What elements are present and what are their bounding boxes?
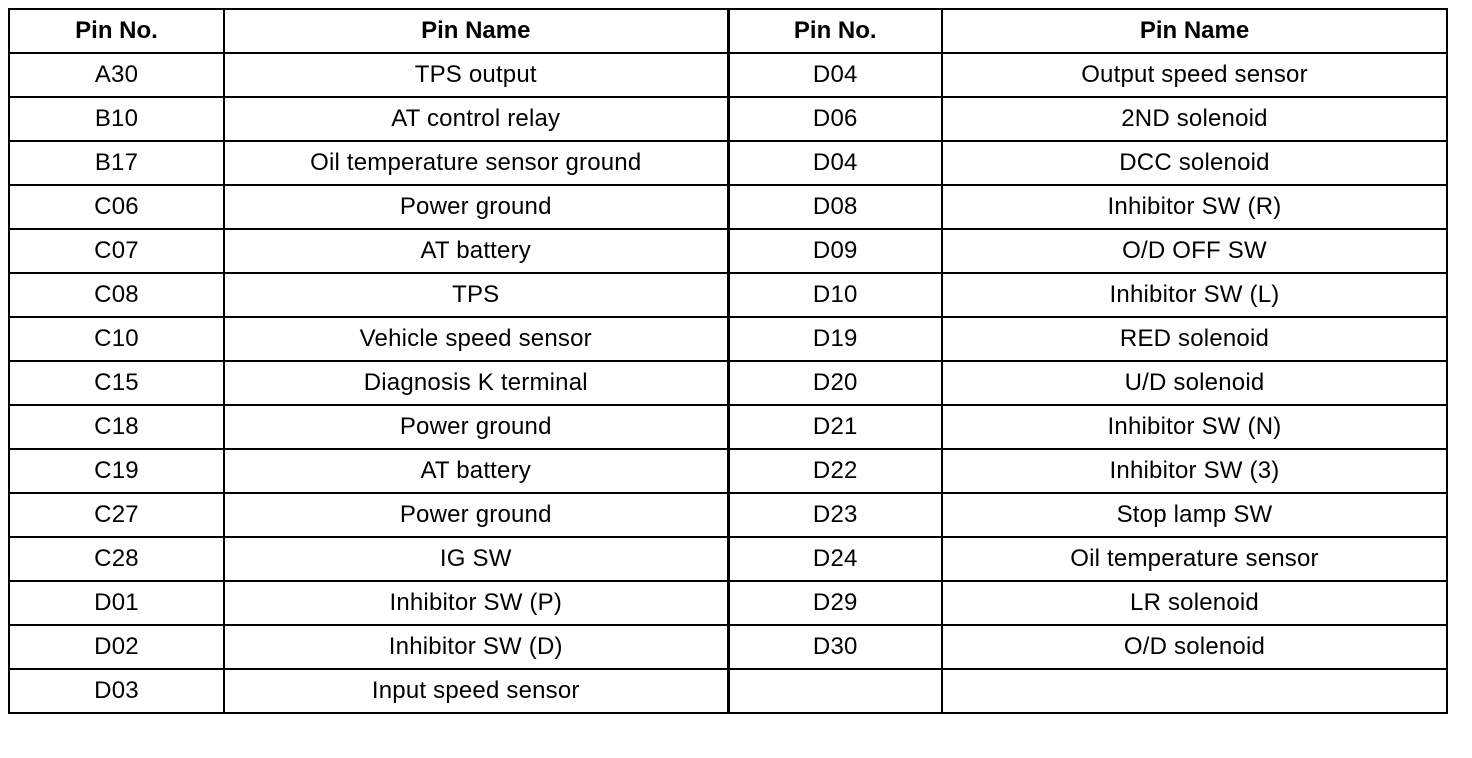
table-row [9, 449, 1447, 493]
pin-name-cell [942, 669, 1447, 713]
pin-no-cell: D04 [728, 53, 942, 97]
pin-name-cell: Stop lamp SW [942, 493, 1447, 537]
table-row [9, 53, 1447, 97]
column-header-pin-no: Pin No. [728, 9, 942, 53]
pin-no-cell: D03 [9, 669, 224, 713]
pin-no-cell: C27 [9, 493, 224, 537]
pin-no-cell: C19 [9, 449, 224, 493]
pin-no-cell: D22 [728, 449, 942, 493]
pin-name-cell: O/D OFF SW [942, 229, 1447, 273]
pin-name-cell: RED solenoid [942, 317, 1447, 361]
pin-table [8, 8, 1448, 714]
table-row [9, 537, 1447, 581]
pin-no-cell: D30 [728, 625, 942, 669]
pin-no-cell: C08 [9, 273, 224, 317]
column-header-pin-name: Pin Name [942, 9, 1447, 53]
pin-no-cell: C15 [9, 361, 224, 405]
table-body [9, 53, 1447, 713]
pin-name-cell: Inhibitor SW (L) [942, 273, 1447, 317]
pin-name-cell: Diagnosis K terminal [224, 361, 728, 405]
table-row [9, 317, 1447, 361]
pin-no-cell: D29 [728, 581, 942, 625]
pin-name-cell: O/D solenoid [942, 625, 1447, 669]
table-row [9, 405, 1447, 449]
pin-no-cell: C07 [9, 229, 224, 273]
pin-name-cell: AT battery [224, 229, 728, 273]
pin-no-cell: D08 [728, 185, 942, 229]
pin-name-cell: Inhibitor SW (P) [224, 581, 728, 625]
table-header-row [9, 9, 1447, 53]
table-row [9, 273, 1447, 317]
column-header-pin-no: Pin No. [9, 9, 224, 53]
pin-name-cell: Power ground [224, 185, 728, 229]
pin-name-cell: Inhibitor SW (3) [942, 449, 1447, 493]
table-row [9, 581, 1447, 625]
pin-name-cell: Vehicle speed sensor [224, 317, 728, 361]
pin-name-cell: TPS [224, 273, 728, 317]
pin-no-cell: D21 [728, 405, 942, 449]
pin-name-cell: Oil temperature sensor [942, 537, 1447, 581]
pin-no-cell: D20 [728, 361, 942, 405]
pin-no-cell: B10 [9, 97, 224, 141]
column-header-pin-name: Pin Name [224, 9, 728, 53]
table-row [9, 669, 1447, 713]
pin-name-cell: Power ground [224, 405, 728, 449]
pin-no-cell: C18 [9, 405, 224, 449]
pin-name-cell: LR solenoid [942, 581, 1447, 625]
pin-name-cell: DCC solenoid [942, 141, 1447, 185]
pin-name-cell: AT control relay [224, 97, 728, 141]
pin-name-cell: Inhibitor SW (D) [224, 625, 728, 669]
table-row [9, 625, 1447, 669]
table-row [9, 185, 1447, 229]
pin-no-cell [728, 669, 942, 713]
pin-name-cell: Inhibitor SW (R) [942, 185, 1447, 229]
pin-no-cell: C28 [9, 537, 224, 581]
pin-name-cell: U/D solenoid [942, 361, 1447, 405]
pin-no-cell: D19 [728, 317, 942, 361]
pin-no-cell: D24 [728, 537, 942, 581]
pin-name-cell: AT battery [224, 449, 728, 493]
pin-no-cell: B17 [9, 141, 224, 185]
pin-no-cell: C10 [9, 317, 224, 361]
pin-name-cell: IG SW [224, 537, 728, 581]
pin-no-cell: C06 [9, 185, 224, 229]
pin-no-cell: D10 [728, 273, 942, 317]
pin-name-cell: 2ND solenoid [942, 97, 1447, 141]
pin-name-cell: TPS output [224, 53, 728, 97]
pin-name-cell: Oil temperature sensor ground [224, 141, 728, 185]
table-row [9, 229, 1447, 273]
pin-name-cell: Power ground [224, 493, 728, 537]
pin-no-cell: D04 [728, 141, 942, 185]
pin-name-cell: Input speed sensor [224, 669, 728, 713]
pin-name-cell: Inhibitor SW (N) [942, 405, 1447, 449]
pin-no-cell: D23 [728, 493, 942, 537]
pin-no-cell: D06 [728, 97, 942, 141]
table-row [9, 97, 1447, 141]
table-row [9, 141, 1447, 185]
pin-no-cell: A30 [9, 53, 224, 97]
pin-name-cell: Output speed sensor [942, 53, 1447, 97]
pin-no-cell: D02 [9, 625, 224, 669]
table-row [9, 361, 1447, 405]
pin-no-cell: D01 [9, 581, 224, 625]
table-row [9, 493, 1447, 537]
pin-no-cell: D09 [728, 229, 942, 273]
